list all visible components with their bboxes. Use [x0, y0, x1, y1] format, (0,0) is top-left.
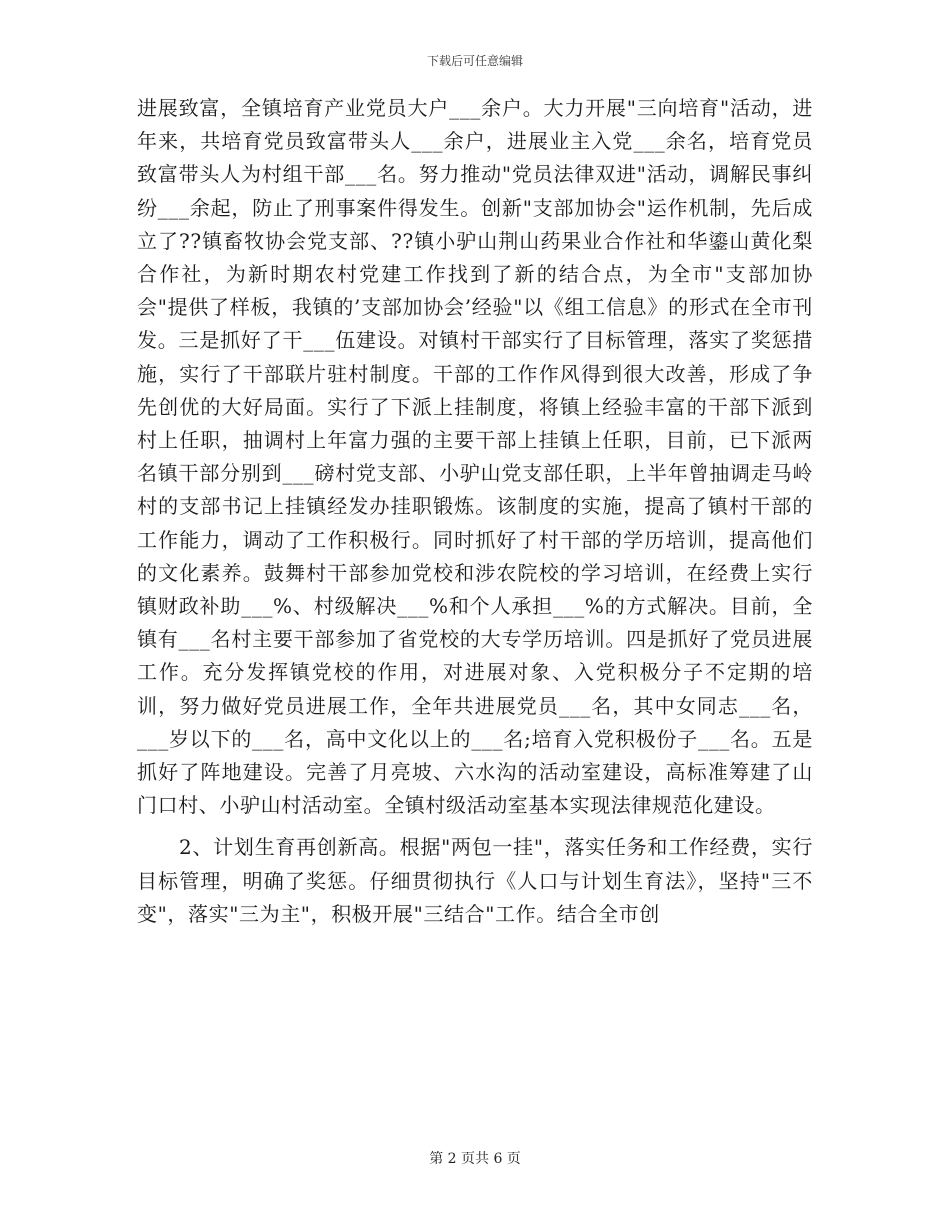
paragraph-family-planning: 2、计划生育再创新高。根据"两包一挂"，落实任务和工作经费，实行目标管理，明确了奖惩。仔细贯彻执行《人口与计划生育法》，坚持"三不变"，落实"三为主"，积极开展"三结合"工作。结合全市创: [137, 835, 813, 926]
paragraph-party-building: 进展致富，全镇培育产业党员大户___余户。大力开展"三向培育"活动，进年来，共培育党员致富带头人___余户，进展业主入党___余名，培育党员致富带头人为村组干部___名。努力推动"党员法律双进"活动，调解民事纠纷___余起，防止了刑事案件得发生。创新"支部加协会"运作机制，先后成立了??镇畜牧协会党支部、??镇小驴山荆山药果业合作社和华鎏山黄化梨合作社，为新时期农村党建工作找到了新的结合点，为全市"支部加协会"提供了样板，我镇的’支部加协会’经验"以《组工信息》的形式在全市刊发。三是抓好了干___伍建设。对镇村干部实行了目标管理，落实了奖惩措施，实行了干部联片驻村制度。干部的工作作风得到很大改善，形成了争先创优的大好局面。实行了下派上挂制度，将镇上经验丰富的干部下派到村上任职，抽调村上年富力强的主要干部上挂镇上任职，目前，已下派两名镇干部分别到___磅村党支部、小驴山党支部任职，上半年曾抽调走马岭村的支部书记上挂镇经发办挂职锻炼。该制度的实施，提高了镇村干部的工作能力，调动了工作积极行。同时抓好了村干部的学历培训，提高他们的文化素养。鼓舞村干部参加党校和涉农院校的学习培训，在经费上实行镇财政补助___%、村级解决___%和个人承担___%的方式解决。目前，全镇有___名村主要干部参加了省党校的大专学历培训。四是抓好了党员进展工作。充分发挥镇党校的作用，对进展对象、入党积极分子不定期的培训，努力做好党员进展工作，全年共进展党员___名，其中女同志___名，___岁以下的___名，高中文化以上的___名;培育入党积极份子___名。五是抓好了阵地建设。完善了月亮坡、六水沟的活动室建设，高标准筹建了山门口村、小驴山村活动室。全镇村级活动室基本实现法律规范化建设。: [137, 96, 813, 818]
page-header-note: 下载后可任意编辑: [426, 54, 523, 68]
document-body: [137, 92, 813, 931]
page-number: 第 2 页共 6 页: [429, 1151, 521, 1167]
